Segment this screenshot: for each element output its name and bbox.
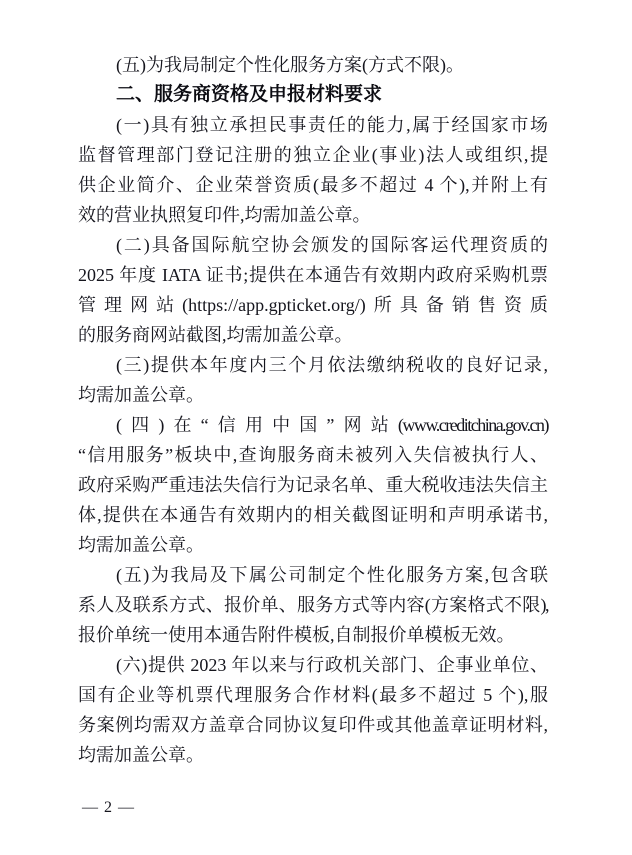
doc-line: (五)为我局制定个性化服务方案(方式不限)。 — [116, 55, 464, 75]
doc-line: 均需加盖公章。 — [78, 535, 204, 555]
doc-line: 的服务商网站截图,均需加盖公章。 — [78, 325, 353, 345]
doc-line: 均需加盖公章。 — [78, 745, 204, 765]
doc-line: 国有企业等机票代理服务合作材料(最多不超过 5 个),服 — [78, 685, 548, 705]
doc-line: 政府采购严重违法失信行为记录名单、重大税收违法失信主 — [78, 475, 548, 495]
doc-line: 系人及联系方式、报价单、服务方式等内容(方案格式不限), — [78, 595, 548, 615]
doc-line: 监督管理部门登记注册的独立企业(事业)法人或组织,提 — [78, 145, 548, 165]
document-body — [78, 50, 548, 770]
doc-line: 体,提供在本通告有效期内的相关截图证明和声明承诺书, — [78, 505, 548, 525]
doc-line: (二)具备国际航空协会颁发的国际客运代理资质的 — [116, 235, 548, 255]
doc-line: 效的营业执照复印件,均需加盖公章。 — [78, 205, 371, 225]
doc-line: 务案例均需双方盖章合同协议复印件或其他盖章证明材料, — [78, 715, 548, 735]
section-heading: 二、服务商资格及申报材料要求 — [116, 84, 383, 105]
doc-line: 报价单统一使用本通告附件模板,自制报价单模板无效。 — [78, 625, 515, 645]
doc-line: (三)提供本年度内三个月依法缴纳税收的良好记录, — [116, 355, 548, 375]
doc-line: 2025 年度 IATA 证书;提供在本通告有效期内政府采购机票 — [78, 265, 548, 285]
doc-line: (五)为我局及下属公司制定个性化服务方案,包含联 — [116, 565, 548, 585]
doc-line: (四)在“信用中国”网站(www.creditchina.gov.cn) — [116, 415, 548, 435]
doc-line: 供企业简介、企业荣誉资质(最多不超过 4 个),并附上有 — [78, 175, 548, 195]
doc-line: (一)具有独立承担民事责任的能力,属于经国家市场 — [116, 115, 548, 135]
doc-line: “信用服务”板块中,查询服务商未被列入失信被执行人、 — [78, 445, 548, 465]
page-number: — 2 — — [82, 799, 135, 816]
doc-line: 均需加盖公章。 — [78, 385, 204, 405]
doc-line: 管理网站(https://app.gpticket.org/)所具备销售资质 — [78, 295, 548, 315]
doc-line: (六)提供 2023 年以来与行政机关部门、企事业单位、 — [116, 655, 548, 675]
